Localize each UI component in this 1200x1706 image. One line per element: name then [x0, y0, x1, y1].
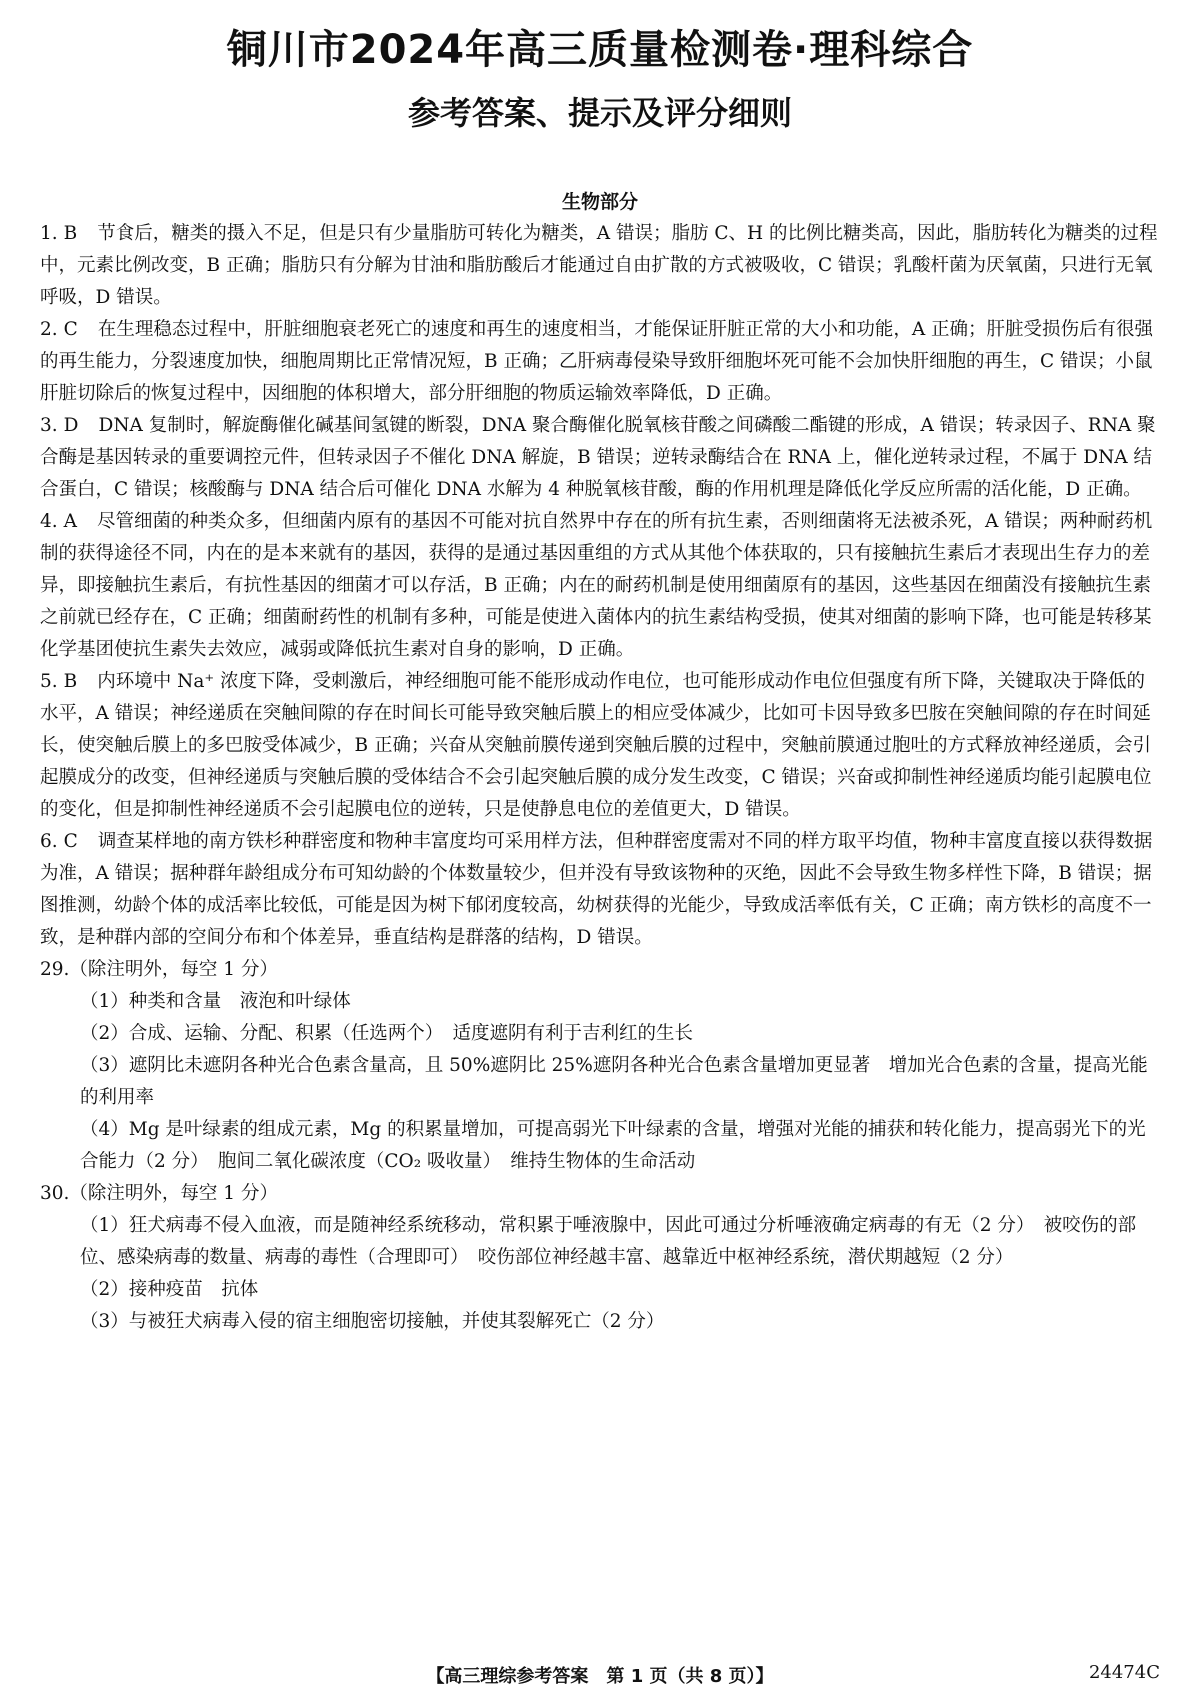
item-answer: C — [63, 831, 78, 852]
answer-item-3 — [40, 410, 1160, 506]
document-subtitle: 参考答案、提示及评分细则 — [407, 94, 792, 132]
answer-item-2 — [40, 314, 1160, 410]
question-30-part-1: （1）狂犬病毒不侵入血液，而是随神经系统移动，常积累于唾液腺中，因此可通过分析唾液确定病毒的有无（2 分） 被咬伤的部位、感染病毒的数量、病毒的毒性（合理即可） 咬伤部位神经越丰富、越靠近中枢神经系统，潜伏期越短（2 分） — [80, 1215, 1137, 1268]
question-29-part-2: （2）合成、运输、分配、积累（任选两个） 适度遮阴有利于吉利红的生长 — [80, 1023, 694, 1044]
question-29 — [40, 954, 1160, 1178]
question-30-part-2: （2）接种疫苗 抗体 — [80, 1279, 259, 1300]
footer-document-code: 24474C — [1088, 1662, 1160, 1683]
item-answer: C — [63, 319, 78, 340]
item-explanation: DNA 复制时，解旋酶催化碱基间氢键的断裂，DNA 聚合酶催化脱氧核苷酸之间磷酸二酯键的形成，A 错误；转录因子、RNA 聚合酶是基因转录的重要调控元件，但转录因子不催化 DNA 解旋，B 错误；逆转录酶结合在 RNA 上，催化逆转录过程，不属于 DNA 结合蛋白，C 错误；核酸酶与 DNA 结合后可催化 DNA 水解为 4 种脱氧核苷酸，酶的作用机理是降低化学反应所需的活化能，D 正确。 — [40, 415, 1156, 500]
answer-item-5 — [40, 666, 1160, 826]
document-title: 铜川市2024年高三质量检测卷·理科综合 — [226, 27, 974, 73]
footer-page-info: 【高三理综参考答案 第 1 页（共 8 页）】 — [426, 1666, 774, 1687]
question-29-part-1: （1）种类和含量 液泡和叶绿体 — [80, 991, 351, 1012]
item-answer: B — [63, 671, 78, 692]
item-answer: A — [63, 511, 78, 532]
answer-item-1 — [40, 218, 1160, 314]
question-30-header: 30.（除注明外，每空 1 分） — [40, 1183, 278, 1204]
item-number: 6. — [40, 831, 58, 852]
item-number: 5. — [40, 671, 58, 692]
question-29-part-3: （3）遮阴比未遮阴各种光合色素含量高，且 50%遮阴比 25%遮阴各种光合色素含量增加更显著 增加光合色素的含量，提高光能的利用率 — [80, 1055, 1148, 1108]
page-footer — [0, 1662, 1200, 1692]
item-number: 1. — [40, 223, 58, 244]
item-answer: D — [63, 415, 79, 436]
item-explanation: 内环境中 Na⁺ 浓度下降，受刺激后，神经细胞可能不能形成动作电位，也可能形成动作电位但强度有所下降，关键取决于降低的水平，A 错误；神经递质在突触间隙的存在时间长可能导致突触后膜上的相应受体减少，比如可卡因导致多巴胺在突触间隙的存在时间延长，使突触后膜上的多巴胺受体减少，B 正确；兴奋从突触前膜传递到突触后膜的过程中，突触前膜通过胞吐的方式释放神经递质，会引起膜成分的改变，但神经递质与突触后膜的受体结合不会引起突触后膜的成分发生改变，C 错误；兴奋或抑制性神经递质均能引起膜电位的变化，但是抑制性神经递质不会引起膜电位的逆转，只是使静息电位的差值更大，D 错误。 — [40, 671, 1152, 820]
item-explanation: 尽管细菌的种类众多，但细菌内原有的基因不可能对抗自然界中存在的所有抗生素，否则细菌将无法被杀死，A 错误；两种耐药机制的获得途径不同，内在的是本来就有的基因，获得的是通过基因重组的方式从其他个体获取的，只有接触抗生素后才表现出生存力的差异，即接触抗生素后，有抗性基因的细菌才可以存活，B 正确；内在的耐药机制是使用细菌原有的基因，这些基因在细菌没有接触抗生素之前就已经存在，C 正确；细菌耐药性的机制有多种，可能是使进入菌体内的抗生素结构受损，使其对细菌的影响下降，也可能是转移某化学基团使抗生素失去效应，减弱或降低抗生素对自身的影响，D 正确。 — [40, 511, 1153, 660]
item-explanation: 在生理稳态过程中，肝脏细胞衰老死亡的速度和再生的速度相当，才能保证肝脏正常的大小和功能，A 正确；肝脏受损伤后有很强的再生能力，分裂速度加快，细胞周期比正常情况短，B 正确；乙肝病毒侵染导致肝细胞坏死可能不会加快肝细胞的再生，C 错误；小鼠肝脏切除后的恢复过程中，因细胞的体积增大，部分肝细胞的物质运输效率降低，D 正确。 — [40, 319, 1154, 404]
question-30 — [40, 1178, 1160, 1338]
item-number: 2. — [40, 319, 58, 340]
question-29-header: 29.（除注明外，每空 1 分） — [40, 959, 278, 980]
item-answer: B — [63, 223, 78, 244]
item-explanation: 调查某样地的南方铁杉种群密度和物种丰富度均可采用样方法，但种群密度需对不同的样方取平均值，物种丰富度直接以获得数据为准，A 错误；据种群年龄组成分布可知幼龄的个体数量较少，但并没有导致该物种的灭绝，因此不会导致生物多样性下降，B 错误；据图推测，幼龄个体的成活率比较低，可能是因为树下郁闭度较高，幼树获得的光能少，导致成活率低有关，C 正确；南方铁杉的高度不一致，是种群内部的空间分布和个体差异，垂直结构是群落的结构，D 错误。 — [40, 831, 1153, 948]
item-number: 3. — [40, 415, 58, 436]
section-title-biology: 生物部分 — [561, 191, 638, 213]
answer-item-4 — [40, 506, 1160, 666]
item-explanation: 节食后，糖类的摄入不足，但是只有少量脂肪可转化为糖类，A 错误；脂肪 C、H 的比例比糖类高，因此，脂肪转化为糖类的过程中，元素比例改变，B 正确；脂肪只有分解为甘油和脂肪酸后才能通过自由扩散的方式被吸收，C 错误；乳酸杆菌为厌氧菌，只进行无氧呼吸，D 错误。 — [40, 223, 1158, 308]
answer-content — [40, 218, 1160, 1338]
question-29-part-4: （4）Mg 是叶绿素的组成元素，Mg 的积累量增加，可提高弱光下叶绿素的含量，增强对光能的捕获和转化能力，提高弱光下的光合能力（2 分） 胞间二氧化碳浓度（CO₂ 吸收量） 维持生物体的生命活动 — [80, 1119, 1146, 1172]
answer-item-6 — [40, 826, 1160, 954]
question-30-part-3: （3）与被狂犬病毒入侵的宿主细胞密切接触，并使其裂解死亡（2 分） — [80, 1311, 665, 1332]
item-number: 4. — [40, 511, 58, 532]
